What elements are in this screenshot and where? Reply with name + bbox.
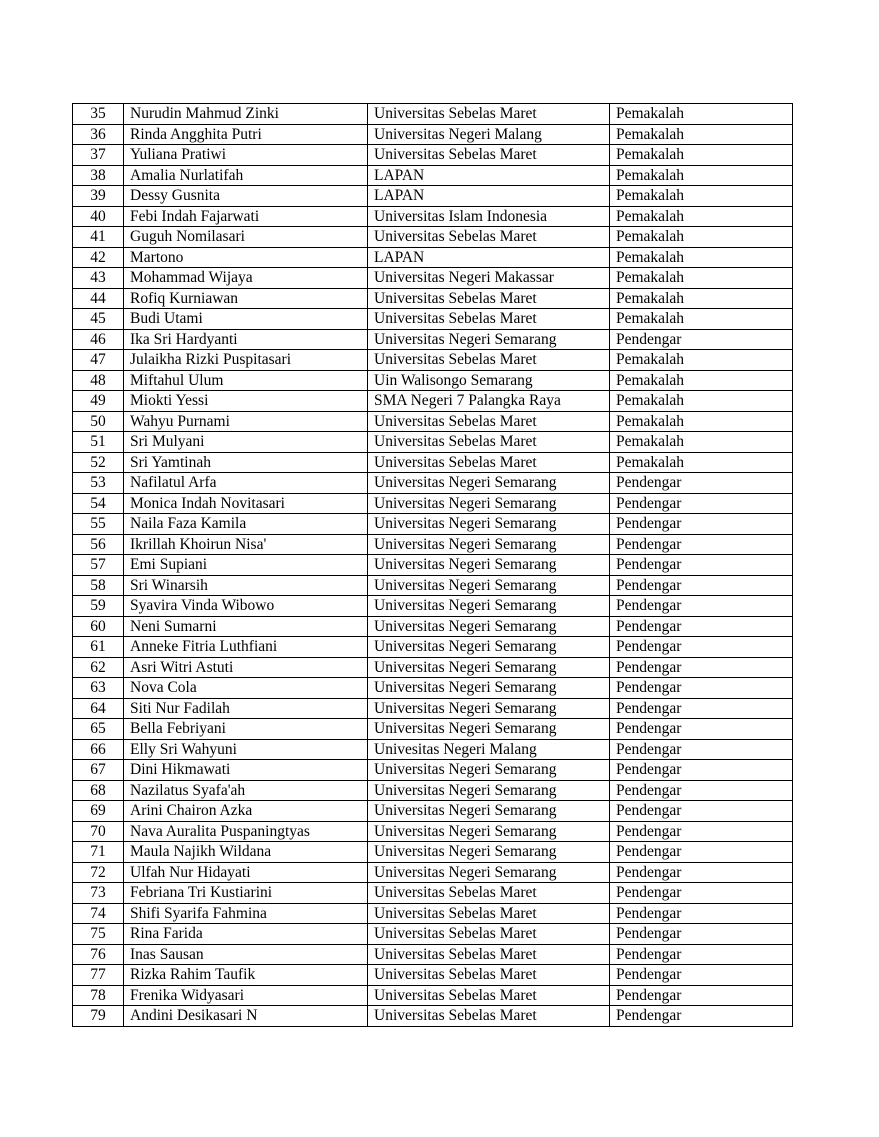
institution: Universitas Sebelas Maret (368, 227, 610, 248)
participant-name: Arini Chairon Azka (124, 801, 368, 822)
participant-role: Pendengar (610, 862, 793, 883)
table-row (73, 965, 793, 986)
row-number: 53 (73, 473, 124, 494)
table-row (73, 432, 793, 453)
institution: SMA Negeri 7 Palangka Raya (368, 391, 610, 412)
participant-name: Rofiq Kurniawan (124, 288, 368, 309)
row-number: 61 (73, 637, 124, 658)
table-row (73, 186, 793, 207)
participant-role: Pendengar (610, 821, 793, 842)
institution: Universitas Negeri Semarang (368, 862, 610, 883)
participant-role: Pemakalah (610, 186, 793, 207)
institution: LAPAN (368, 247, 610, 268)
row-number: 56 (73, 534, 124, 555)
row-number: 55 (73, 514, 124, 535)
participant-name: Julaikha Rizki Puspitasari (124, 350, 368, 371)
table-row (73, 206, 793, 227)
table-row (73, 985, 793, 1006)
institution: Universitas Sebelas Maret (368, 924, 610, 945)
participant-name: Asri Witri Astuti (124, 657, 368, 678)
institution: Universitas Sebelas Maret (368, 944, 610, 965)
participant-table (72, 103, 793, 1027)
table-row (73, 739, 793, 760)
row-number: 49 (73, 391, 124, 412)
participant-name: Dessy Gusnita (124, 186, 368, 207)
participant-role: Pendengar (610, 514, 793, 535)
participant-name: Mohammad Wijaya (124, 268, 368, 289)
participant-name: Budi Utami (124, 309, 368, 330)
table-row (73, 165, 793, 186)
participant-name: Rizka Rahim Taufik (124, 965, 368, 986)
institution: Universitas Sebelas Maret (368, 309, 610, 330)
institution: Uin Walisongo Semarang (368, 370, 610, 391)
participant-name: Emi Supiani (124, 555, 368, 576)
participant-name: Ikrillah Khoirun Nisa' (124, 534, 368, 555)
institution: Universitas Sebelas Maret (368, 288, 610, 309)
institution: Universitas Negeri Semarang (368, 514, 610, 535)
table-row (73, 780, 793, 801)
institution: Universitas Sebelas Maret (368, 432, 610, 453)
table-row (73, 514, 793, 535)
table-row (73, 760, 793, 781)
institution: Universitas Negeri Semarang (368, 596, 610, 617)
row-number: 38 (73, 165, 124, 186)
participant-role: Pendengar (610, 1006, 793, 1027)
participant-name: Dini Hikmawati (124, 760, 368, 781)
table-row (73, 637, 793, 658)
table-row (73, 698, 793, 719)
participant-role: Pemakalah (610, 432, 793, 453)
participant-role: Pemakalah (610, 452, 793, 473)
table-row (73, 1006, 793, 1027)
row-number: 51 (73, 432, 124, 453)
row-number: 36 (73, 124, 124, 145)
table-row (73, 575, 793, 596)
table-row (73, 616, 793, 637)
table-row (73, 329, 793, 350)
participant-name: Wahyu Purnami (124, 411, 368, 432)
table-row (73, 801, 793, 822)
participant-role: Pemakalah (610, 350, 793, 371)
participant-role: Pemakalah (610, 165, 793, 186)
institution: Universitas Sebelas Maret (368, 350, 610, 371)
participant-name: Sri Mulyani (124, 432, 368, 453)
row-number: 69 (73, 801, 124, 822)
participant-name: Martono (124, 247, 368, 268)
institution: Universitas Negeri Semarang (368, 657, 610, 678)
table-row (73, 842, 793, 863)
table-row (73, 145, 793, 166)
participant-role: Pemakalah (610, 391, 793, 412)
row-number: 66 (73, 739, 124, 760)
participant-role: Pendengar (610, 534, 793, 555)
institution: Universitas Negeri Semarang (368, 842, 610, 863)
participant-name: Siti Nur Fadilah (124, 698, 368, 719)
row-number: 41 (73, 227, 124, 248)
table-row (73, 719, 793, 740)
participant-name: Syavira Vinda Wibowo (124, 596, 368, 617)
row-number: 37 (73, 145, 124, 166)
participant-name: Sri Winarsih (124, 575, 368, 596)
participant-role: Pendengar (610, 473, 793, 494)
row-number: 65 (73, 719, 124, 740)
participant-role: Pemakalah (610, 268, 793, 289)
institution: Universitas Negeri Semarang (368, 555, 610, 576)
row-number: 77 (73, 965, 124, 986)
participant-role: Pemakalah (610, 247, 793, 268)
institution: Universitas Negeri Semarang (368, 801, 610, 822)
institution: Universitas Negeri Makassar (368, 268, 610, 289)
row-number: 46 (73, 329, 124, 350)
row-number: 45 (73, 309, 124, 330)
participant-role: Pemakalah (610, 124, 793, 145)
row-number: 70 (73, 821, 124, 842)
participant-name: Elly Sri Wahyuni (124, 739, 368, 760)
institution: Universitas Negeri Semarang (368, 473, 610, 494)
row-number: 42 (73, 247, 124, 268)
institution: Universitas Negeri Semarang (368, 575, 610, 596)
participant-name: Sri Yamtinah (124, 452, 368, 473)
participant-role: Pendengar (610, 739, 793, 760)
table-row (73, 596, 793, 617)
row-number: 75 (73, 924, 124, 945)
participant-role: Pendengar (610, 719, 793, 740)
participant-name: Miokti Yessi (124, 391, 368, 412)
participant-role: Pendengar (610, 698, 793, 719)
institution: Universitas Negeri Semarang (368, 637, 610, 658)
row-number: 58 (73, 575, 124, 596)
row-number: 57 (73, 555, 124, 576)
participant-role: Pendengar (610, 760, 793, 781)
table-row (73, 452, 793, 473)
table-row (73, 247, 793, 268)
table-row (73, 555, 793, 576)
row-number: 43 (73, 268, 124, 289)
participant-role: Pendengar (610, 780, 793, 801)
institution: Universitas Sebelas Maret (368, 985, 610, 1006)
table-row (73, 903, 793, 924)
participant-role: Pendengar (610, 944, 793, 965)
row-number: 52 (73, 452, 124, 473)
participant-role: Pendengar (610, 965, 793, 986)
institution: Universitas Negeri Semarang (368, 678, 610, 699)
institution: Universitas Negeri Semarang (368, 616, 610, 637)
institution: Universitas Negeri Semarang (368, 534, 610, 555)
institution: Universitas Negeri Malang (368, 124, 610, 145)
institution: Universitas Sebelas Maret (368, 965, 610, 986)
participant-role: Pendengar (610, 637, 793, 658)
institution: Universitas Sebelas Maret (368, 411, 610, 432)
table-row (73, 473, 793, 494)
participant-role: Pendengar (610, 596, 793, 617)
table-row (73, 862, 793, 883)
participant-role: Pendengar (610, 801, 793, 822)
table-row (73, 493, 793, 514)
participant-role: Pemakalah (610, 309, 793, 330)
participant-name: Monica Indah Novitasari (124, 493, 368, 514)
participant-name: Febi Indah Fajarwati (124, 206, 368, 227)
table-row (73, 391, 793, 412)
institution: LAPAN (368, 186, 610, 207)
row-number: 54 (73, 493, 124, 514)
institution: Universitas Negeri Semarang (368, 760, 610, 781)
participant-name: Andini Desikasari N (124, 1006, 368, 1027)
row-number: 50 (73, 411, 124, 432)
participant-name: Shifi Syarifa Fahmina (124, 903, 368, 924)
participant-role: Pendengar (610, 329, 793, 350)
table-row (73, 924, 793, 945)
row-number: 79 (73, 1006, 124, 1027)
table-row (73, 227, 793, 248)
participant-role: Pemakalah (610, 145, 793, 166)
participant-name: Miftahul Ulum (124, 370, 368, 391)
participant-name: Ulfah Nur Hidayati (124, 862, 368, 883)
participant-name: Nafilatul Arfa (124, 473, 368, 494)
row-number: 67 (73, 760, 124, 781)
participant-role: Pendengar (610, 985, 793, 1006)
institution: Universitas Negeri Semarang (368, 698, 610, 719)
participant-name: Nurudin Mahmud Zinki (124, 104, 368, 125)
table-row (73, 657, 793, 678)
institution: LAPAN (368, 165, 610, 186)
row-number: 74 (73, 903, 124, 924)
participant-name: Frenika Widyasari (124, 985, 368, 1006)
participant-table-body (73, 104, 793, 1027)
row-number: 73 (73, 883, 124, 904)
participant-role: Pendengar (610, 903, 793, 924)
row-number: 63 (73, 678, 124, 699)
participant-role: Pemakalah (610, 227, 793, 248)
participant-role: Pendengar (610, 883, 793, 904)
row-number: 47 (73, 350, 124, 371)
participant-name: Maula Najikh Wildana (124, 842, 368, 863)
participant-name: Ika Sri Hardyanti (124, 329, 368, 350)
participant-name: Rinda Angghita Putri (124, 124, 368, 145)
table-row (73, 944, 793, 965)
row-number: 68 (73, 780, 124, 801)
participant-name: Nazilatus Syafa'ah (124, 780, 368, 801)
institution: Univesitas Negeri Malang (368, 739, 610, 760)
institution: Universitas Sebelas Maret (368, 883, 610, 904)
participant-name: Neni Sumarni (124, 616, 368, 637)
participant-name: Naila Faza Kamila (124, 514, 368, 535)
institution: Universitas Negeri Semarang (368, 719, 610, 740)
row-number: 40 (73, 206, 124, 227)
table-row (73, 309, 793, 330)
participant-role: Pendengar (610, 575, 793, 596)
row-number: 35 (73, 104, 124, 125)
row-number: 72 (73, 862, 124, 883)
institution: Universitas Negeri Semarang (368, 780, 610, 801)
row-number: 39 (73, 186, 124, 207)
participant-role: Pemakalah (610, 206, 793, 227)
participant-name: Inas Sausan (124, 944, 368, 965)
row-number: 62 (73, 657, 124, 678)
participant-name: Yuliana Pratiwi (124, 145, 368, 166)
participant-role: Pendengar (610, 657, 793, 678)
table-row (73, 268, 793, 289)
table-row (73, 883, 793, 904)
participant-role: Pemakalah (610, 370, 793, 391)
institution: Universitas Negeri Semarang (368, 329, 610, 350)
institution: Universitas Negeri Semarang (368, 493, 610, 514)
participant-role: Pendengar (610, 555, 793, 576)
participant-name: Nava Auralita Puspaningtyas (124, 821, 368, 842)
participant-role: Pemakalah (610, 288, 793, 309)
participant-role: Pendengar (610, 616, 793, 637)
row-number: 48 (73, 370, 124, 391)
institution: Universitas Sebelas Maret (368, 452, 610, 473)
row-number: 44 (73, 288, 124, 309)
table-row (73, 534, 793, 555)
row-number: 76 (73, 944, 124, 965)
institution: Universitas Sebelas Maret (368, 1006, 610, 1027)
table-row (73, 124, 793, 145)
row-number: 60 (73, 616, 124, 637)
participant-name: Bella Febriyani (124, 719, 368, 740)
table-row (73, 350, 793, 371)
participant-name: Nova Cola (124, 678, 368, 699)
row-number: 59 (73, 596, 124, 617)
participant-role: Pendengar (610, 924, 793, 945)
participant-role: Pemakalah (610, 104, 793, 125)
participant-name: Rina Farida (124, 924, 368, 945)
participant-role: Pendengar (610, 842, 793, 863)
participant-name: Febriana Tri Kustiarini (124, 883, 368, 904)
row-number: 71 (73, 842, 124, 863)
table-row (73, 411, 793, 432)
institution: Universitas Sebelas Maret (368, 104, 610, 125)
institution: Universitas Negeri Semarang (368, 821, 610, 842)
row-number: 64 (73, 698, 124, 719)
participant-name: Anneke Fitria Luthfiani (124, 637, 368, 658)
participant-role: Pemakalah (610, 411, 793, 432)
institution: Universitas Sebelas Maret (368, 903, 610, 924)
participant-role: Pendengar (610, 678, 793, 699)
participant-name: Amalia Nurlatifah (124, 165, 368, 186)
table-row (73, 370, 793, 391)
table-row (73, 104, 793, 125)
table-row (73, 821, 793, 842)
table-row (73, 678, 793, 699)
participant-name: Guguh Nomilasari (124, 227, 368, 248)
row-number: 78 (73, 985, 124, 1006)
institution: Universitas Sebelas Maret (368, 145, 610, 166)
institution: Universitas Islam Indonesia (368, 206, 610, 227)
table-row (73, 288, 793, 309)
participant-role: Pendengar (610, 493, 793, 514)
